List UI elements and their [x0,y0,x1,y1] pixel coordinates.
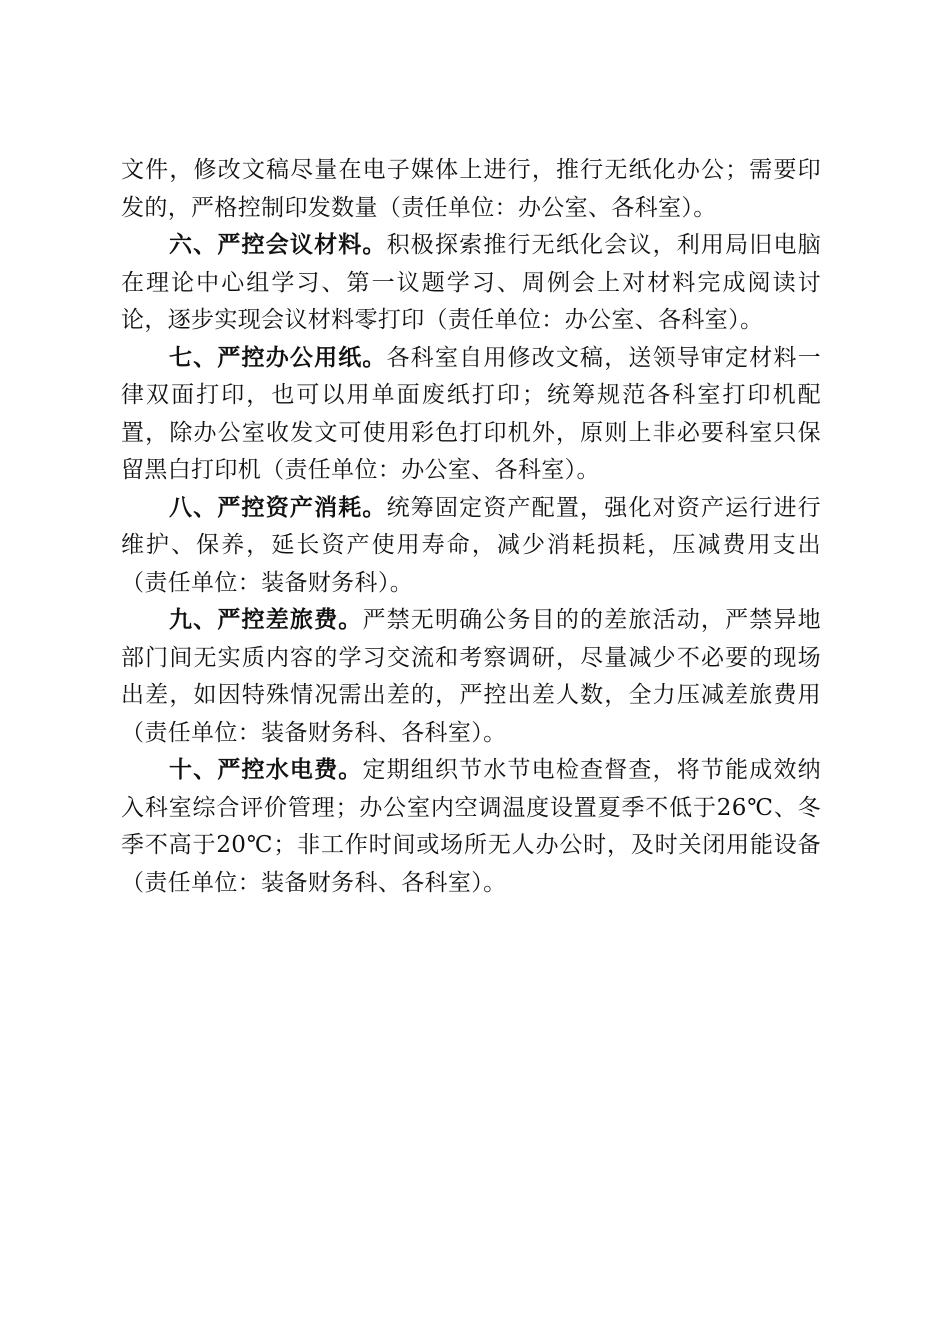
paragraph-heading: 九、严控差旅费。 [169,607,363,633]
paragraph-continuation [121,152,821,227]
paragraph-travel-expenses [121,602,821,752]
paragraph-heading: 六、严控会议材料。 [169,232,387,258]
paragraph-text: 积极探索推行无纸化会议，利用局旧电脑在理论中心组学习、第一议题学习、周例会上对材料完成阅读讨论，逐步实现会议材料零打印（责任单位：办公室、各科室）。 [121,232,821,333]
paragraph-text: 文件，修改文稿尽量在电子媒体上进行，推行无纸化办公；需要印发的，严格控制印发数量（责任单位：办公室、各科室）。 [121,157,821,221]
paragraph-heading: 十、严控水电费。 [169,757,363,783]
document-body [121,152,821,902]
paragraph-heading: 七、严控办公用纸。 [169,344,387,371]
paragraph-text: 各科室自用修改文稿，送领导审定材料一律双面打印，也可以用单面废纸打印；统筹规范各科室打印机配置，除办公室收发文可使用彩色打印机外，原则上非必要科室只保留黑白打印机（责任单位：办公室、各科室）。 [121,344,821,483]
paragraph-asset-consumption [121,490,821,603]
paragraph-heading: 八、严控资产消耗。 [169,494,387,521]
paragraph-text: 定期组织节水节电检查督查，将节能成效纳入科室综合评价管理；办公室内空调温度设置夏季不低于26℃、冬季不高于20℃；非工作时间或场所无人办公时，及时关闭用能设备（责任单位：装备财务科、各科室）。 [121,757,821,896]
paragraph-text: 严禁无明确公务目的的差旅活动，严禁异地部门间无实质内容的学习交流和考察调研，尽量减少不必要的现场出差，如因特殊情况需出差的，严控出差人数，全力压减差旅费用（责任单位：装备财务科、各科室）。 [121,607,821,746]
paragraph-meeting-materials [121,227,821,340]
paragraph-office-paper [121,340,821,490]
paragraph-text: 统筹固定资产配置，强化对资产运行进行维护、保养，延长资产使用寿命，减少消耗损耗，压减费用支出（责任单位：装备财务科）。 [121,494,821,596]
paragraph-utility-costs [121,752,821,902]
